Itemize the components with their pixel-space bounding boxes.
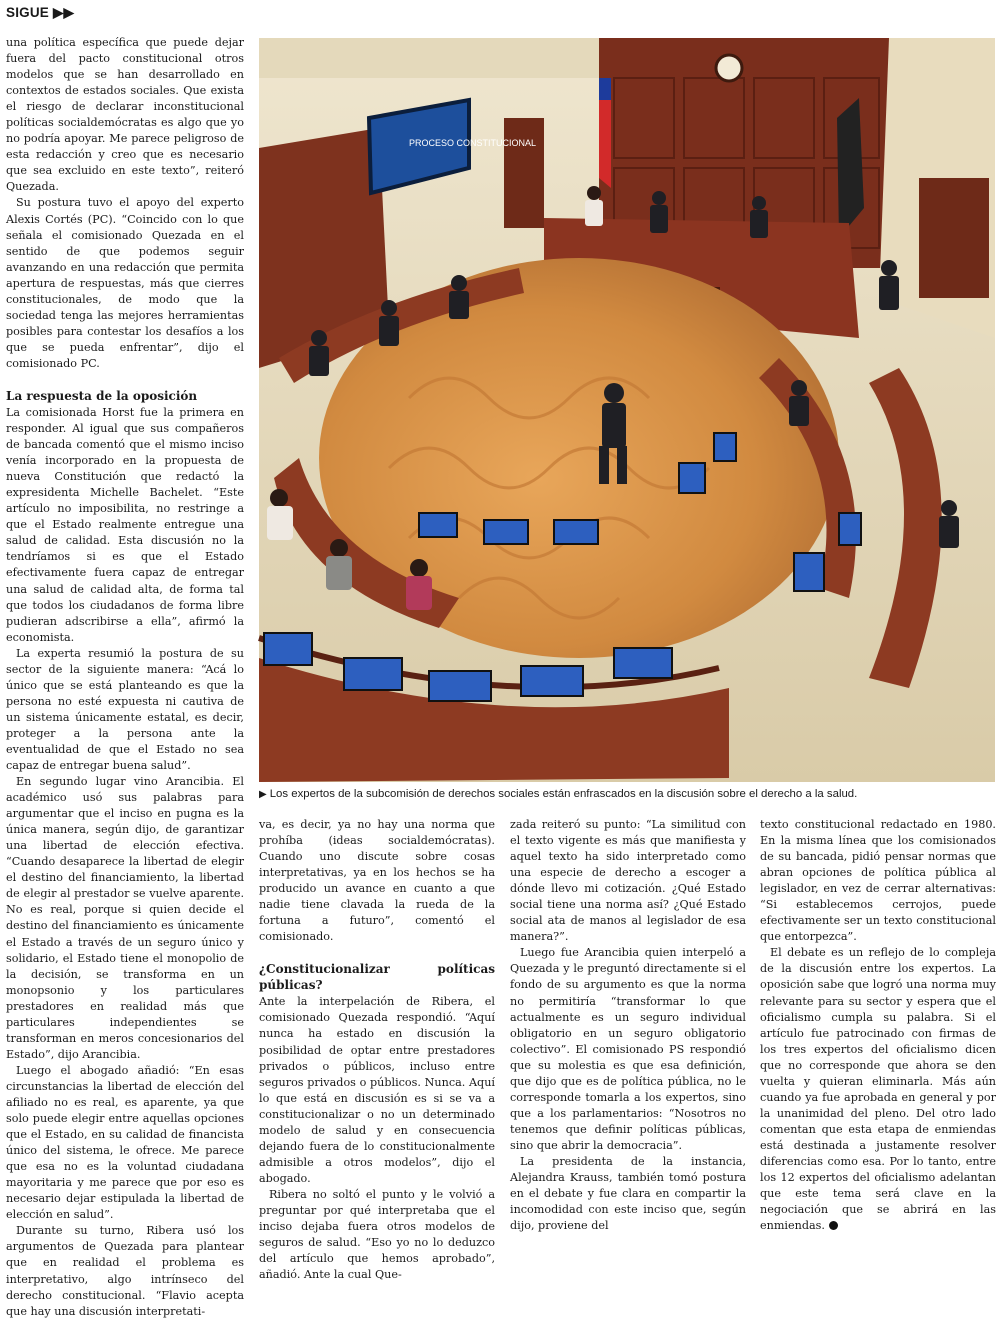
photo-caption <box>259 786 995 803</box>
paragraph: texto constitucional redactado en 1980. En la misma línea que los comisionados de su bancada, pidió pensar normas que abran opciones de política pública al legislador, en vez de cerrar alternativas: “Si establecemos cerrojos, puede efectivamente ser un texto constitucional que entorpezca”. <box>760 818 996 944</box>
subheading-public-policies: ¿Constitucionalizar políticas públicas? <box>259 962 495 993</box>
paragraph: La comisionada Horst fue la primera en responder. Al igual que sus compañeros de bancada comentó que el mismo inciso venía incorporado en la propuesta de nueva Constitución que redactó la expresidenta Michelle Bachelet. “Este artículo no imposibilita, no restringe a que el Estado realmente entregue una salud de calidad. Esta discusión no la tendríamos si es que el Estado efectivamente fuera capaz de entregar una salud de calidad alta, de forma tal que todos los ciudadanos de forma libre pudieran adscribirse a ella”, afirmó la economista. <box>6 405 244 644</box>
paragraph: Luego fue Arancibia quien interpeló a Quezada y le preguntó directamente si el fondo de su argumento es que la norma no permitiría “transformar lo que actualmente es un seguro individual obligatorio en un seguro obligatorio colectivo”. El comisionado PS respondió que su molestia es que esa definición, que dijo que es de política pública, no le corresponde tomarla a los expertos, sino que a los parlamentarios: “Nosotros no tenemos que definir políticas públicas, sino que abrir la democracia”. <box>510 946 746 1152</box>
paragraph: zada reiteró su punto: “La similitud con el texto vigente es más que manifiesta y aquel texto ha sido interpretado como una especie de derecho a escoger a dónde llevo mi cotización. ¿Qué Estado social tiene una norma así? ¿Qué Estado social ata de manos al legislador de esa manera?”. <box>510 818 746 944</box>
paragraph: Durante su turno, Ribera usó los argumentos de Quezada para plantear que en realidad el problema es interpretativo, algo intrínseco del derecho constitucional. “Flavio acepta que hay una discusión interpretati- <box>6 1224 244 1318</box>
paragraph-final <box>760 945 996 1234</box>
paragraph: Ante la interpelación de Ribera, el comisionado Quezada respondió. “Aquí nunca ha estado en discusión la posibilidad de optar entre prestadores privados o públicos, incluso entre seguros privados o públicos. Nunca. Aquí lo que está en discusión es si se va a constitucionalizar o no un determinado modelo de salud y en consecuencia dejando fuera de lo constitucionalmente admisible a otros modelos”, dijo el abogado. <box>259 995 495 1185</box>
paragraph: una política específica que puede dejar fuera del pacto constitucional otros modelos que se han desarrollado en contextos de estados sociales. Que exista el riesgo de declarar inconstitucional políticas socialdemócratas es algo que yo no podría apoyar. Me parece peligroso de esta redacción y creo que es necesario que sea excluido en este texto”, reiteró Quezada. <box>6 36 244 194</box>
paragraph: Ribera no soltó el punto y le volvió a preguntar por qué interpretaba que el inciso dejaba fuera otros modelos de seguros de salud. “Eso yo no lo deduzco del artículo que hemos aprobado”, añadió. Ante la cual Que- <box>259 1187 495 1282</box>
caption-text: Los expertos de la subcomisión de derechos sociales están enfrascados en la discusión sobre el derecho a la salud. <box>269 788 858 800</box>
paragraph: La experta resumió la postura de su sector de la siguiente manera: “Acá lo único que se está planteando es que la persona no esté expuesta ni cautiva de un sistema únicamente estatal, es decir, proteger a la persona ante la eventualidad de que el Estado no sea capaz de entregar buena salud”. <box>6 646 244 773</box>
paragraph: Su postura tuvo el apoyo del experto Alexis Cortés (PC). “Coincido con lo que señala el comisionado Quezada en el sentido de que podemos seguir avanzando en una redacción que permita apertura de respuestas, más que cierres constitucionales, de modo que la sociedad tenga las mejores herramientas posibles para contestar los desafíos a los que se pueda enfrentar”, dijo el comisionado PC. <box>6 196 244 370</box>
paragraph: En segundo lugar vino Arancibia. El académico usó sus palabras para argumentar que el inciso en pugna es la única manera, según dijo, de garantizar una libertad de elección efectiva. “Cuando desaparece la libertad de elegir el destino del financiamiento, la libertad de elegir al prestador se vuelve aparente. No es real, porque si quien decide el destino del financiamiento es únicamente el Estado a través de un seguro único y solidario, el Estado tiene el monopolio de la decisión, se transforma en un monopsonio y los particulares prestadores en realidad más que particulares independientes se transforman en meros concesionarios del Estado”, dijo Arancibia. <box>6 775 244 1061</box>
clock-icon <box>716 55 742 81</box>
paragraph: va, es decir, ya no hay una norma que prohíba (ideas socialdemócratas). Cuando uno discute sobre cosas interpretativas, ya en los hechos se ha producido un avance en cuanto a que nadie tiene clavada la rueda de la fortuna a futuro”, comentó el comisionado. <box>259 818 495 944</box>
article-column-2 <box>259 817 495 1283</box>
paragraph: Luego el abogado añadió: “En esas circunstancias la libertad de elección del afiliado no es real, es aparente, ya que solo puede elegir entre aquellas opciones que el Estado, en su calidad de financista único del sistema, le ofrece. Me parece que esa no es la voluntad ciudadana mayoritaria y me parece que por eso es necesario dejar estipulada la libertad de elección en salud”. <box>6 1063 244 1222</box>
chamber-photo-illustration <box>259 38 995 782</box>
section-continuation-label: SIGUE ▶▶ <box>6 5 75 20</box>
caption-triangle-icon: ▶ <box>259 789 267 800</box>
article-column-3 <box>510 817 746 1234</box>
article-column-1 <box>6 35 244 1320</box>
end-of-article-icon <box>829 1221 838 1230</box>
screen-text: PROCESO CONSTITUCIONAL <box>409 138 537 148</box>
subheading-opposition: La respuesta de la oposición <box>6 388 198 403</box>
chamber-photo <box>259 38 995 782</box>
paragraph: La presidenta de la instancia, Alejandra Krauss, también tomó postura en el debate y fue clara en compartir la incomodidad con este inciso que, según dijo, proviene del <box>510 1154 746 1233</box>
article-column-4 <box>760 817 996 1234</box>
paragraph-final-text: El debate es un reflejo de lo compleja de la discusión entre los expertos. La oposición sabe que logró una norma muy relevante para su sector y espera que el oficialismo cumpla su palabra. Si el artículo fue patrocinado con firmas de los tres expertos del oficialismo dicen que no corresponde que ahora se den vuelta y quieran eliminarla. Más aún cuando ya fue aprobada en general y por la unanimidad del pleno. Del otro lado comentan que esta etapa de enmiendas está destinada a justamente resolver diferencias como esa. Por lo tanto, entre los 12 expertos del oficialismo adelantan que este tema será clave en la negociación que se abrirá en las enmiendas. <box>760 946 996 1233</box>
